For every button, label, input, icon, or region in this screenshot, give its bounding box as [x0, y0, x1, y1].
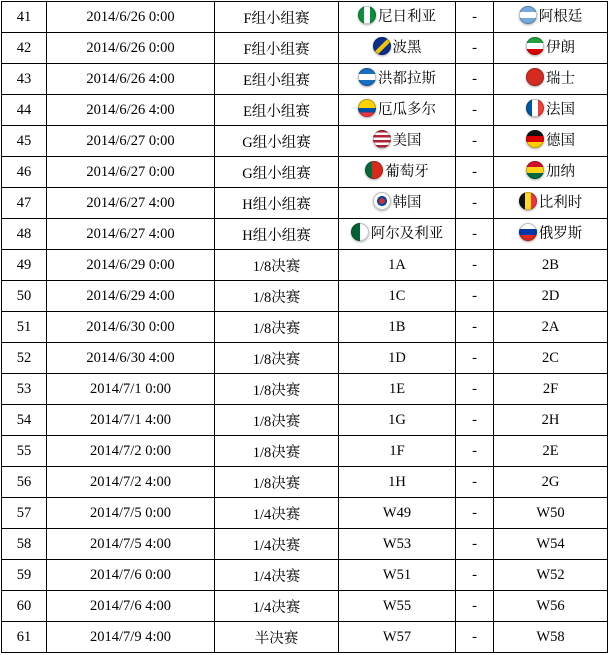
separator-cell: -: [456, 188, 494, 219]
table-row: [2, 95, 608, 126]
match-stage-cell: 1/4决赛: [215, 560, 339, 591]
home-team: [365, 160, 429, 181]
match-stage-cell: 1/8决赛: [215, 436, 339, 467]
away-team-cell: [494, 2, 608, 33]
match-stage-cell: 1/8决赛: [215, 467, 339, 498]
match-number-cell: 44: [2, 95, 47, 126]
away-team-cell: 2B: [494, 250, 608, 281]
match-number-cell: 50: [2, 281, 47, 312]
table-row: [2, 219, 608, 250]
usa-flag-icon: [373, 130, 391, 148]
away-team-name: 瑞士: [546, 70, 575, 87]
argentina-flag-icon: [519, 6, 537, 24]
match-stage-cell: E组小组赛: [215, 64, 339, 95]
match-number-cell: 56: [2, 467, 47, 498]
match-time-cell: 2014/6/26 0:00: [47, 33, 215, 64]
separator-cell: -: [456, 250, 494, 281]
away-team-cell: 2G: [494, 467, 608, 498]
away-team: [526, 129, 575, 150]
home-team-name: 尼日利亚: [378, 8, 436, 25]
home-team-cell: [339, 2, 456, 33]
away-team: [526, 67, 575, 88]
away-team: [526, 98, 575, 119]
away-team-cell: W52: [494, 560, 608, 591]
match-time-cell: 2014/7/6 4:00: [47, 591, 215, 622]
match-time-cell: 2014/7/2 0:00: [47, 436, 215, 467]
match-time-cell: 2014/6/29 0:00: [47, 250, 215, 281]
separator-cell: -: [456, 343, 494, 374]
table-row: [2, 405, 608, 436]
table-row: [2, 2, 608, 33]
match-stage-cell: 1/8决赛: [215, 374, 339, 405]
table-row: [2, 467, 608, 498]
home-team-cell: W57: [339, 622, 456, 653]
belgium-flag-icon: [519, 192, 537, 210]
away-team-cell: 2H: [494, 405, 608, 436]
table-row: [2, 622, 608, 653]
table-row: [2, 529, 608, 560]
separator-cell: -: [456, 126, 494, 157]
table-row: [2, 157, 608, 188]
match-time-cell: 2014/6/26 0:00: [47, 2, 215, 33]
separator-cell: -: [456, 498, 494, 529]
home-team: [351, 222, 444, 243]
away-team-name: 伊朗: [546, 39, 575, 56]
table-row: [2, 498, 608, 529]
away-team-cell: W58: [494, 622, 608, 653]
match-stage-cell: F组小组赛: [215, 33, 339, 64]
home-team-name: 阿尔及利亚: [370, 225, 444, 242]
home-team-cell: 1A: [339, 250, 456, 281]
table-row: [2, 374, 608, 405]
home-team-cell: [339, 95, 456, 126]
separator-cell: -: [456, 33, 494, 64]
match-time-cell: 2014/6/26 4:00: [47, 95, 215, 126]
match-number-cell: 54: [2, 405, 47, 436]
match-stage-cell: 1/4决赛: [215, 591, 339, 622]
home-team-cell: W49: [339, 498, 456, 529]
home-team-name: 葡萄牙: [385, 163, 429, 180]
bosnia-flag-icon: [373, 37, 391, 55]
away-team-cell: [494, 157, 608, 188]
separator-cell: -: [456, 374, 494, 405]
home-team-cell: 1H: [339, 467, 456, 498]
match-time-cell: 2014/7/2 4:00: [47, 467, 215, 498]
match-stage-cell: G组小组赛: [215, 157, 339, 188]
away-team-name: 加纳: [546, 163, 575, 180]
home-team: [373, 36, 422, 57]
match-number-cell: 47: [2, 188, 47, 219]
match-time-cell: 2014/6/27 4:00: [47, 188, 215, 219]
korea-flag-icon: [373, 192, 391, 210]
away-team-cell: 2F: [494, 374, 608, 405]
table-row: [2, 591, 608, 622]
table-row: [2, 64, 608, 95]
home-team-cell: [339, 126, 456, 157]
separator-cell: -: [456, 436, 494, 467]
home-team: [373, 191, 422, 212]
match-time-cell: 2014/6/29 4:00: [47, 281, 215, 312]
ghana-flag-icon: [526, 161, 544, 179]
table-row: [2, 343, 608, 374]
home-team-name: 波黑: [392, 39, 422, 56]
home-team-cell: 1D: [339, 343, 456, 374]
match-time-cell: 2014/6/27 0:00: [47, 126, 215, 157]
table-row: [2, 281, 608, 312]
match-stage-cell: G组小组赛: [215, 126, 339, 157]
away-team: [526, 36, 575, 57]
match-time-cell: 2014/7/5 4:00: [47, 529, 215, 560]
algeria-flag-icon: [351, 223, 369, 241]
match-stage-cell: 1/8决赛: [215, 343, 339, 374]
match-time-cell: 2014/7/6 0:00: [47, 560, 215, 591]
match-schedule-table: [1, 1, 608, 653]
match-number-cell: 55: [2, 436, 47, 467]
home-team-cell: 1C: [339, 281, 456, 312]
match-number-cell: 51: [2, 312, 47, 343]
table-row: [2, 312, 608, 343]
switzerland-flag-icon: [526, 68, 544, 86]
away-team-cell: [494, 126, 608, 157]
away-team-cell: [494, 95, 608, 126]
match-stage-cell: 1/4决赛: [215, 529, 339, 560]
match-stage-cell: F组小组赛: [215, 2, 339, 33]
separator-cell: -: [456, 560, 494, 591]
match-number-cell: 45: [2, 126, 47, 157]
separator-cell: -: [456, 591, 494, 622]
away-team-cell: 2E: [494, 436, 608, 467]
away-team: [526, 160, 575, 181]
away-team: [519, 5, 583, 26]
match-stage-cell: 1/4决赛: [215, 498, 339, 529]
home-team: [358, 5, 436, 26]
germany-flag-icon: [526, 130, 544, 148]
home-team: [358, 67, 436, 88]
match-number-cell: 49: [2, 250, 47, 281]
match-number-cell: 60: [2, 591, 47, 622]
iran-flag-icon: [526, 37, 544, 55]
home-team-cell: W55: [339, 591, 456, 622]
away-team-cell: W50: [494, 498, 608, 529]
match-stage-cell: E组小组赛: [215, 95, 339, 126]
match-stage-cell: 1/8决赛: [215, 250, 339, 281]
home-team-cell: 1E: [339, 374, 456, 405]
match-stage-cell: 1/8决赛: [215, 281, 339, 312]
separator-cell: -: [456, 529, 494, 560]
away-team-cell: 2A: [494, 312, 608, 343]
match-number-cell: 58: [2, 529, 47, 560]
home-team: [373, 129, 422, 150]
nigeria-flag-icon: [358, 6, 376, 24]
match-time-cell: 2014/6/30 0:00: [47, 312, 215, 343]
match-time-cell: 2014/7/1 4:00: [47, 405, 215, 436]
match-time-cell: 2014/7/9 4:00: [47, 622, 215, 653]
match-stage-cell: H组小组赛: [215, 219, 339, 250]
match-number-cell: 42: [2, 33, 47, 64]
home-team-cell: [339, 157, 456, 188]
match-number-cell: 41: [2, 2, 47, 33]
home-team-cell: [339, 219, 456, 250]
home-team-name: 韩国: [392, 194, 422, 211]
away-team-name: 俄罗斯: [538, 225, 583, 242]
match-number-cell: 48: [2, 219, 47, 250]
away-team-cell: 2D: [494, 281, 608, 312]
home-team-cell: 1B: [339, 312, 456, 343]
home-team-name: 洪都拉斯: [378, 70, 436, 87]
separator-cell: -: [456, 467, 494, 498]
match-number-cell: 43: [2, 64, 47, 95]
home-team-cell: 1G: [339, 405, 456, 436]
separator-cell: -: [456, 219, 494, 250]
honduras-flag-icon: [358, 68, 376, 86]
away-team-cell: [494, 64, 608, 95]
home-team: [358, 98, 436, 119]
match-stage-cell: 1/8决赛: [215, 405, 339, 436]
russia-flag-icon: [519, 223, 537, 241]
home-team-name: 美国: [392, 132, 422, 149]
match-stage-cell: 半决赛: [215, 622, 339, 653]
home-team-cell: W53: [339, 529, 456, 560]
away-team-cell: [494, 188, 608, 219]
schedule-rows: [2, 2, 608, 653]
table-row: [2, 250, 608, 281]
table-row: [2, 560, 608, 591]
table-row: [2, 126, 608, 157]
match-number-cell: 46: [2, 157, 47, 188]
portugal-flag-icon: [365, 161, 383, 179]
ecuador-flag-icon: [358, 99, 376, 117]
away-team-name: 德国: [546, 132, 575, 149]
separator-cell: -: [456, 622, 494, 653]
home-team-cell: [339, 64, 456, 95]
away-team: [519, 222, 583, 243]
table-row: [2, 436, 608, 467]
match-stage-cell: 1/8决赛: [215, 312, 339, 343]
match-time-cell: 2014/7/1 0:00: [47, 374, 215, 405]
away-team-cell: W54: [494, 529, 608, 560]
away-team-name: 法国: [546, 101, 575, 118]
away-team-name: 阿根廷: [538, 8, 583, 25]
table-row: [2, 188, 608, 219]
match-number-cell: 57: [2, 498, 47, 529]
table-row: [2, 33, 608, 64]
match-number-cell: 59: [2, 560, 47, 591]
match-time-cell: 2014/6/30 4:00: [47, 343, 215, 374]
separator-cell: -: [456, 157, 494, 188]
away-team: [519, 191, 583, 212]
away-team-cell: W56: [494, 591, 608, 622]
match-time-cell: 2014/6/27 4:00: [47, 219, 215, 250]
separator-cell: -: [456, 64, 494, 95]
away-team-cell: 2C: [494, 343, 608, 374]
home-team-cell: [339, 188, 456, 219]
separator-cell: -: [456, 2, 494, 33]
home-team-cell: W51: [339, 560, 456, 591]
match-time-cell: 2014/6/26 4:00: [47, 64, 215, 95]
separator-cell: -: [456, 312, 494, 343]
match-time-cell: 2014/6/27 0:00: [47, 157, 215, 188]
away-team-cell: [494, 33, 608, 64]
france-flag-icon: [526, 99, 544, 117]
match-number-cell: 61: [2, 622, 47, 653]
separator-cell: -: [456, 281, 494, 312]
separator-cell: -: [456, 405, 494, 436]
home-team-name: 厄瓜多尔: [378, 101, 436, 118]
away-team-name: 比利时: [538, 194, 583, 211]
away-team-cell: [494, 219, 608, 250]
match-number-cell: 52: [2, 343, 47, 374]
match-number-cell: 53: [2, 374, 47, 405]
match-time-cell: 2014/7/5 0:00: [47, 498, 215, 529]
match-stage-cell: H组小组赛: [215, 188, 339, 219]
home-team-cell: [339, 33, 456, 64]
home-team-cell: 1F: [339, 436, 456, 467]
separator-cell: -: [456, 95, 494, 126]
